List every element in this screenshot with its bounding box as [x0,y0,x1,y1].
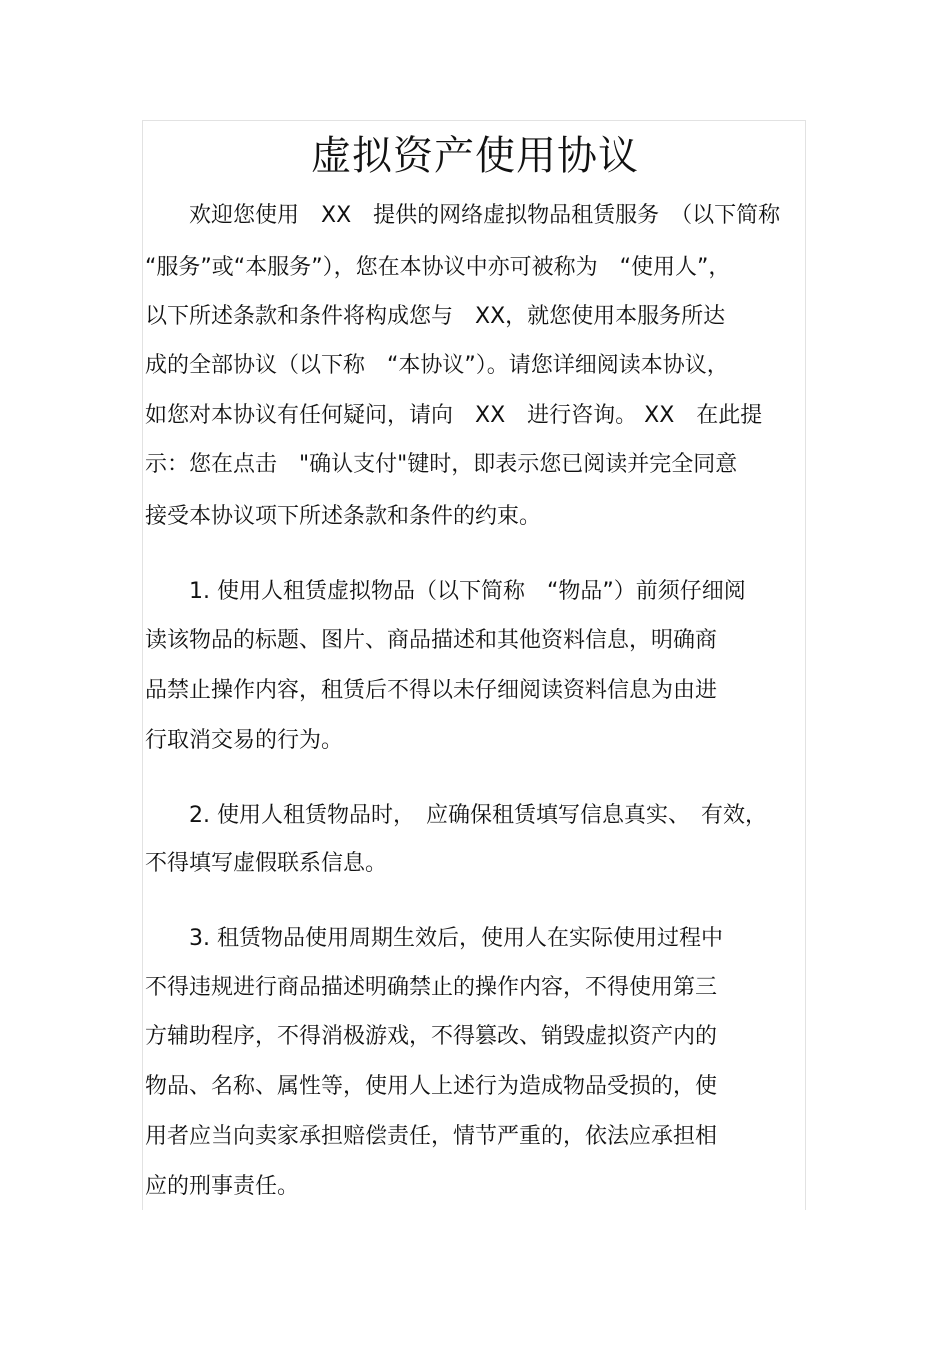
clause-1-line-1: 1. 使用人租赁虚拟物品（以下简称 “物品”）前须仔细阅 [145,579,746,604]
clause-1-line-4: 行取消交易的行为。 [145,728,344,753]
clause-3-line-3: 方辅助程序，不得消极游戏，不得篡改、销毁虚拟资产内的 [145,1024,718,1049]
intro-line-6: 示：您在点击 "确认支付"键时，即表示您已阅读并完全同意 [145,452,738,477]
intro-line-2: “服务”或“本服务”），您在本协议中亦可被称为 “使用人”， [145,255,731,280]
document-title: 虚拟资产使用协议 [311,133,639,179]
clause-3-line-4: 物品、名称、属性等，使用人上述行为造成物品受损的，使 [145,1074,718,1099]
clause-1-line-3: 品禁止操作内容，租赁后不得以未仔细阅读资料信息为由进 [145,678,718,703]
clause-3-line-2: 不得违规进行商品描述明确禁止的操作内容，不得使用第三 [145,975,718,1000]
clause-1-line-2: 读该物品的标题、图片、商品描述和其他资料信息，明确商 [145,628,718,653]
clause-2-line-1: 2. 使用人租赁物品时， 应确保租赁填写信息真实、 有效， [145,803,767,828]
intro-line-4: 成的全部协议（以下称 “本协议”）。请您详细阅读本协议， [145,353,729,378]
clause-2-line-2: 不得填写虚假联系信息。 [145,851,388,876]
intro-line-3: 以下所述条款和条件将构成您与 XX，就您使用本服务所达 [145,304,726,329]
clause-3-line-1: 3. 租赁物品使用周期生效后，使用人在实际使用过程中 [145,926,723,951]
clause-3-line-6: 应的刑事责任。 [145,1174,300,1199]
intro-line-1: 欢迎您使用 XX 提供的网络虚拟物品租赁服务 （以下简称 [145,203,781,228]
intro-line-7: 接受本协议项下所述条款和条件的约束。 [145,504,542,529]
clause-3-line-5: 用者应当向卖家承担赔偿责任，情节严重的，依法应承担相 [145,1124,718,1149]
intro-line-5: 如您对本协议有任何疑问，请向 XX 进行咨询。 XX 在此提 [145,403,763,428]
